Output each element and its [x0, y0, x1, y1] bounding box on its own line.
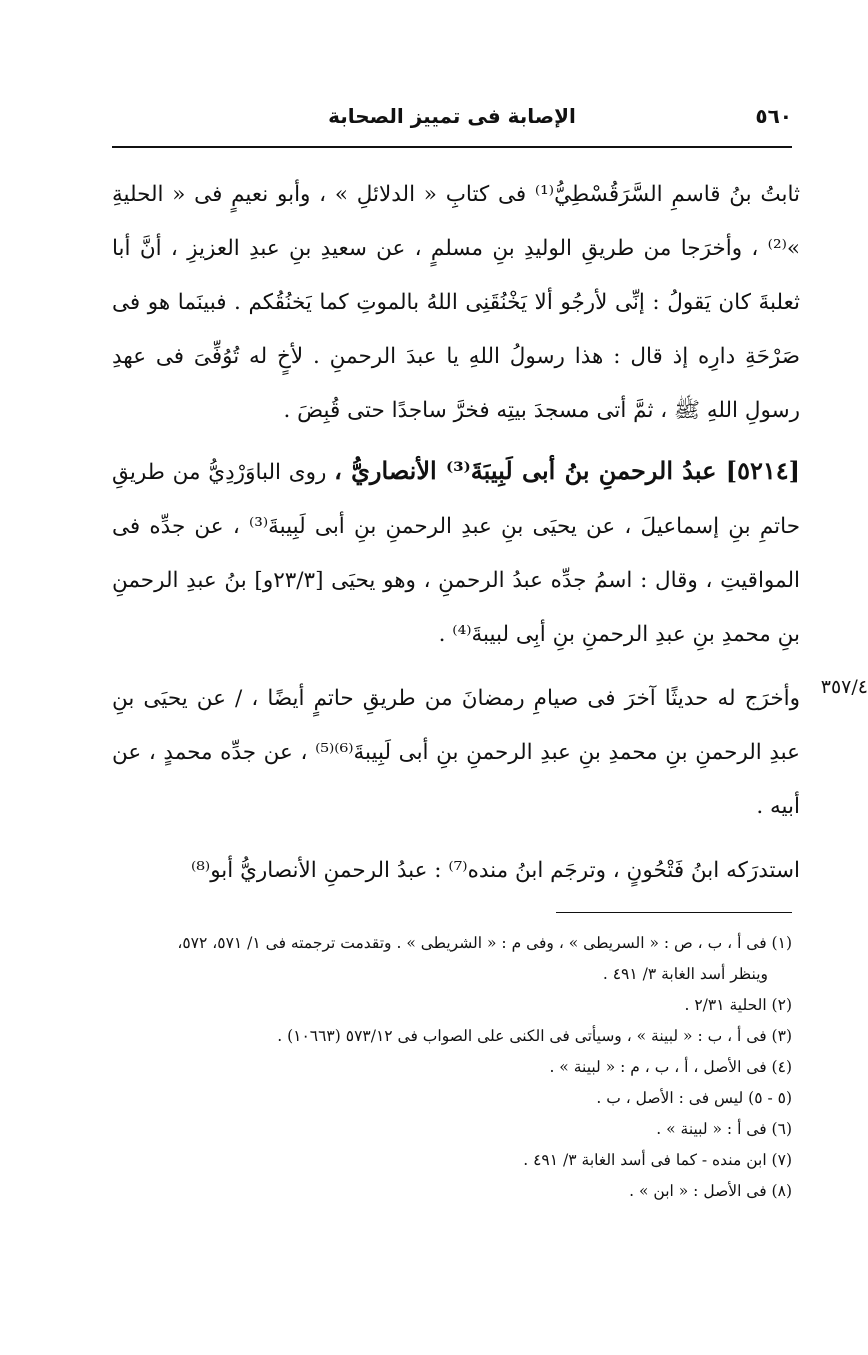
running-header	[112, 100, 792, 140]
footnote-3: (٣) فى أ ، ب : « لبينة » ، وسيأتى فى الكنى على الصواب فى ٥٧٣/١٢ (١٠٦٦٣) .	[277, 1027, 792, 1045]
margin-volume-reference: ٣٥٧/٤	[820, 676, 868, 698]
header-rule	[112, 146, 792, 148]
footnote-2: (٢) الحلية ٢/٣١ .	[684, 996, 792, 1014]
paragraph-thabit: ثابتُ بنُ قاسمِ السَّرَقُسْطِيُّ⁽¹⁾ فى كتابِ « الدلائلِ » ، وأبو نعيمٍ فى « الحليةِ »⁽²⁾ ، وأخرَجا من طريقِ الوليدِ بنِ مسلمٍ ، عن سعيدِ بنِ عبدِ العزيزِ ، أنَّ أبا ثعلبةَ كان يَقولُ : إنِّى لأرجُو ألا يَخْنُقَنِى اللهُ بالموتِ كما يَخنُقُكم . فبينَما هو فى صَرْحَةِ دارِه إذ قال : هذا رسولُ اللهِ يا عبدَ الرحمنِ . لأخٍ له تُوُفِّىَ فى عهدِ رسولِ اللهِ ﷺ ، ثمَّ أتى مسجدَ بيتِه فخرَّ ساجدًا حتى قُبِضَ .	[112, 182, 800, 423]
footnotes	[100, 928, 792, 1207]
footnote-5: (٥ - ٥) ليس فى : الأصل ، ب .	[596, 1089, 792, 1107]
footnote-7: (٧) ابن منده - كما فى أسد الغابة ٣/ ٤٩١ .	[523, 1151, 792, 1169]
page-number: ٥٦٠	[755, 104, 792, 128]
entry-heading: [٥٢١٤] عبدُ الرحمنِ بنُ أبى لَبِيبَةَ⁽³⁾ الأنصاريُّ ،	[334, 456, 800, 485]
paragraph-istidrak: استدرَكه ابنُ فَتْحُونٍ ، وترجَم ابنُ منده⁽⁷⁾ : عبدُ الرحمنِ الأنصاريُّ أبو⁽⁸⁾	[191, 858, 800, 883]
footnote-8: (٨) فى الأصل : « ابن » .	[629, 1182, 792, 1200]
footnote-1: (١) فى أ ، ب ، ص : « السريطى » ، وفى م : « الشريطى » . وتقدمت ترجمته فى ١/ ٥٧١، ٥٧٢،	[177, 934, 792, 952]
running-title: الإصابة فى تمييز الصحابة	[328, 104, 576, 128]
footnote-1-continued: وينظر أسد الغابة ٣/ ٤٩١ .	[602, 965, 768, 983]
footnote-4: (٤) فى الأصل ، أ ، ب ، م : « لبينة » .	[549, 1058, 792, 1076]
main-text	[112, 168, 800, 898]
entry-5214	[112, 444, 800, 662]
paragraph-another-hadith: وأخرَج له حديثًا آخرَ فى صيامِ رمضانَ من طريقِ حاتمٍ أيضًا ، / عن يحيَى بنِ عبدِ الرحمنِ بنِ محمدِ بنِ عبدِ الرحمنِ بنِ أبى لَبِيبةَ⁽⁶⁾⁽⁵⁾ ، عن جدِّه محمدٍ ، عن أبيه .	[112, 686, 800, 819]
footnote-6: (٦) فى أ : « لبينة » .	[656, 1120, 792, 1138]
footnote-rule	[556, 912, 792, 913]
entry-text: روى الباوَرْدِيُّ من طريقِ حاتمِ بنِ إسماعيلَ ، عن يحيَى بنِ عبدِ الرحمنِ بنِ أبى لَبِيبةَ⁽³⁾ ، عن جدِّه فى المواقيتِ ، وقال : اسمُ جدِّه عبدُ الرحمنِ ، وهو يحيَى [٢٣/٣و] بنُ عبدِ الرحمنِ بنِ محمدِ بنِ عبدِ الرحمنِ بنِ أبِى لبيبةَ⁽⁴⁾ .	[112, 460, 800, 647]
